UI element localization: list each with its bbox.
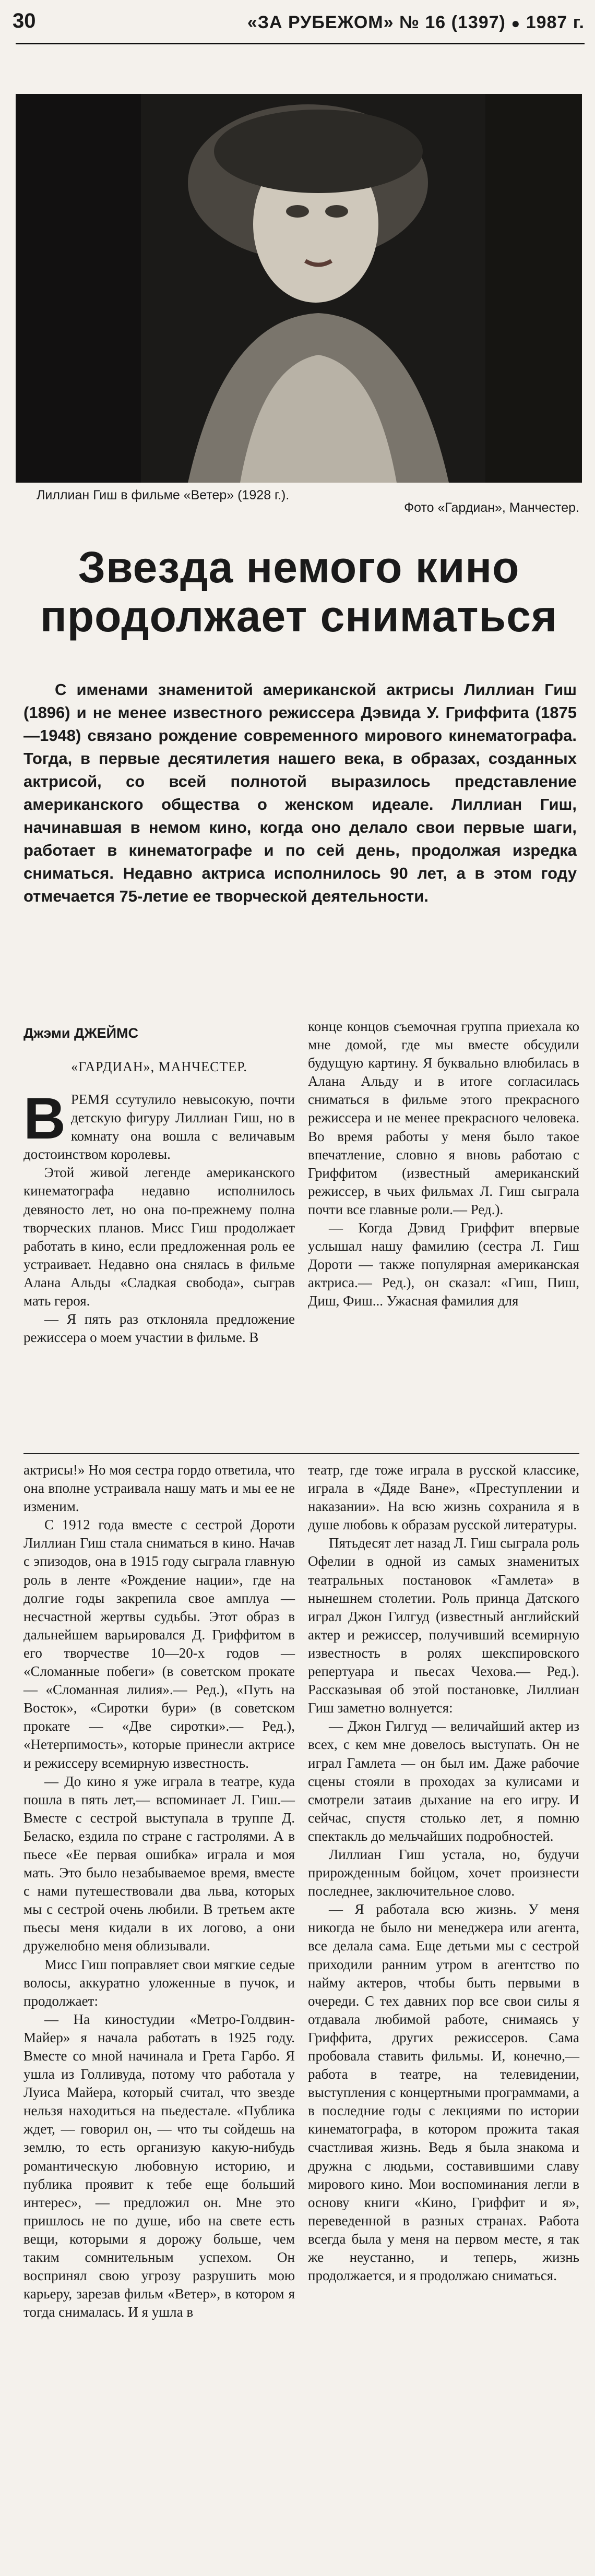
paragraph: — Я работала всю жизнь. У меня никогда не было ни менеджера или агента, все делала сама. Еще детьми мы с сестрой приходили ранним утром в агентство по найму актеров, чтобы быть первыми в очереди. С тех давних пор все свои силы я отдавала любимой работе, снимаясь у Гриффита, других режиссеров. Сама пробовала ставить фильмы. И, конечно,— работа в театре, на телевидении, выступления с концертными программами, а в последние годы с лекциями по истории кинематографа, в котором прожита такая счастливая жизнь. Ведь я была знакома и дружна с людьми, составившими славу мирового кино. Мои воспоминания легли в основу книги «Кино, Гриффит и я», переведенной в разных странах. Работа всегда была у меня на первом месте, я так же неустанно, и теперь, жизнь продолжается, и я продолжаю сниматься. (308, 1901, 579, 2284)
photo-caption (37, 488, 579, 519)
paragraph: Лиллиан Гиш устала, но, будучи прирожденным бойцом, хочет произнести последнее, заключительное слово. (308, 1846, 579, 1899)
headline-line-2: продолжает сниматься (40, 592, 557, 641)
lead-photo (16, 94, 582, 483)
paragraph: актрисы!» Но моя сестра гордо ответила, что она вполне устраивала нашу мать и мы ее не изменим. (23, 1462, 295, 1515)
portrait-illustration (16, 94, 582, 483)
drop-cap: В (23, 1086, 66, 1151)
dateline: «ГАРДИАН», МАНЧЕСТЕР. (71, 1059, 247, 1074)
masthead-title (247, 13, 585, 33)
paragraph: — До кино я уже играла в театре, куда пошла в пять лет,— вспоминает Л. Гиш.— Вместе с сестрой выступала в труппе Д. Беласко, ездила по стране с гастролями. А в пьесе «Ее первая ошибка» играла и моя мать. Это было незабываемое время, вместе с нами путешествовали два льва, которых мы с сестрой очень любили. В третьем акте пьесы меня кидали в их логово, а они дружелюбно меня облизывали. (23, 1773, 295, 1954)
paragraph: Этой живой легенде американского кинематографа недавно исполнилось девяносто лет, но она по-прежнему полна творческих планов. Мисс Гиш продолжает работать в кино, если предложенная роль ее устраивает. Недавно она снялась в фильме Алана Альды «Сладкая свобода», сыграв мать героя. (23, 1165, 295, 1309)
paragraph: — Джон Гилгуд — величайший актер из всех, с кем мне довелось выступать. Он не играл Гамлета — он был им. Даже рабочие сцены стояли в проходах за кулисами и смотрели затаив дыхание на его игру. И сейчас, спустя столько лет, я помню спектакль до мельчайших подробностей. (308, 1718, 579, 1844)
column-1-top (23, 1086, 295, 1445)
issue-number: № 16 (1397) (399, 13, 506, 32)
column-2-top (308, 1017, 579, 1448)
column-1-bottom (23, 1461, 295, 2572)
paragraph: театр, где тоже играла в русской классике, играла в «Дяде Ване», «Преступлении и наказании». На всю жизнь сохранила я в душе любовь к образам русской литературы. (308, 1462, 579, 1533)
bullet-icon: ● (511, 15, 521, 31)
paragraph: Пятьдесят лет назад Л. Гиш сыграла роль Офелии в одной из самых знаменитых театральных постановок «Гамлета» в нынешнем столетии. Роль принца Датского играл Джон Гилгуд (известный английский актер и режиссер, получивший всемирную известность в ролях шекспировского репертуара и пьесах Чехова.— Ред.). Рассказывая об этой постановке, Лиллиан Гиш заметно волнуется: (308, 1535, 579, 1716)
column-divider (23, 1453, 579, 1454)
paragraph (23, 1086, 295, 1164)
issue-year: 1987 г. (526, 13, 585, 32)
paragraph-text: РЕМЯ ссутулило невысокую, почти детскую фигуру Лиллиан Гиш, но в комнату она вошла с величавым достоинством королевы. (23, 1092, 295, 1163)
paper-name: «ЗА РУБЕЖОМ» (247, 13, 394, 32)
paragraph: — На киностудии «Метро-Голдвин-Майер» я начала работать в 1925 году. Вместе со мной начинала и Грета Гарбо. Я ушла из Голливуда, потому что работала у Луиса Майера, который считал, что звезде нельзя находиться на пьедестале. «Публика ждет, — говорил он, — что ты сойдешь на землю, то есть организую какую-нибудь романтическую любовную историю, и публика проявит к тебе еще больший интерес», — предложил он. Мне это пришлось не по душе, ибо на свете есть вещи, которыми я дорожу больше, чем таким сомнительным успехом. Он воспринял свою угрозу разрушить мою карьеру, зарезав фильм «Ветер», в котором я тогда снималась. И я ушла в (23, 2011, 295, 2320)
paragraph: — Я пять раз отклоняла предложение режиссера о моем участии в фильме. В (23, 1311, 295, 1346)
paragraph: — Когда Дэвид Гриффит впервые услышал нашу фамилию (сестра Л. Гиш Дороти — также популярная американская актриса.— Ред.), он сказал: «Гиш, Пиш, Диш, Фиш... Ужасная фамилия для (308, 1220, 579, 1309)
page-number: 30 (13, 9, 36, 32)
paragraph: С 1912 года вместе с сестрой Дороти Лиллиан Гиш стала сниматься в кино. Начав с эпизодов, она в 1915 году сыграла главную роль в ленте «Рождение нации», где на долгие годы закрепила свое амплуа — несчастной жертвы судьбы. Этот образ в дальнейшем варьировался Д. Гриффитом в его творчестве 10—20-х годов — «Сломанные побеги» (в советском прокате — «Сломанная лилия».— Ред.), «Путь на Восток», «Сиротки бури» (в советском прокате — «Две сиротки».— Ред.), «Нетерпимость», которые принесли актрисе и режиссеру всемирную известность. (23, 1517, 295, 1771)
paragraph: конце концов съемочная группа приехала ко мне домой, где мы вместе обсудили будущую картину. Я буквально влюбилась в Алана Альду и в итоге согласилась сниматься в фильме этого прекрасного режиссера и не менее прекрасного человека. Во время работы у меня было такое впечатление, словно я вновь работаю с Гриффитом (известный американский режиссер, в чьих фильмах Л. Гиш сыграла почти все главные роли.— Ред.). (308, 1019, 579, 1217)
lead-paragraph: С именами знаменитой американской актрисы Лиллиан Гиш (1896) и не менее известного режиссера Дэвида У. Гриффита (1875—1948) связано рождение современного мирового кинематографа. Тогда, в первые десятилетия нашего века, в образах, созданных актрисой, со всей полнотой выразилось представление американского общества о женском идеале. Лиллиан Гиш, начинавшая в немом кино, когда оно делало свои первые шаги, работает в кинематографе и по сей день, продолжая изредка сниматься. Недавно актриса исполнилось 90 лет, а в этом году отмечается 75-летие ее творческой деятельности. (23, 680, 577, 906)
masthead (13, 6, 585, 44)
headline (16, 543, 582, 641)
caption-text: Лиллиан Гиш в фильме «Ветер» (1928 г.). (37, 488, 290, 502)
headline-line-1: Звезда немого кино (78, 543, 520, 592)
photo-credit: Фото «Гардиан», Манчестер. (404, 500, 579, 515)
column-2-bottom (308, 1461, 579, 2572)
author-byline: Джэми ДЖЕЙМС (23, 1025, 139, 1041)
paragraph: Мисс Гиш поправляет свои мягкие седые волосы, аккуратно уложенные в пучок, и продолжает: (23, 1956, 295, 2009)
